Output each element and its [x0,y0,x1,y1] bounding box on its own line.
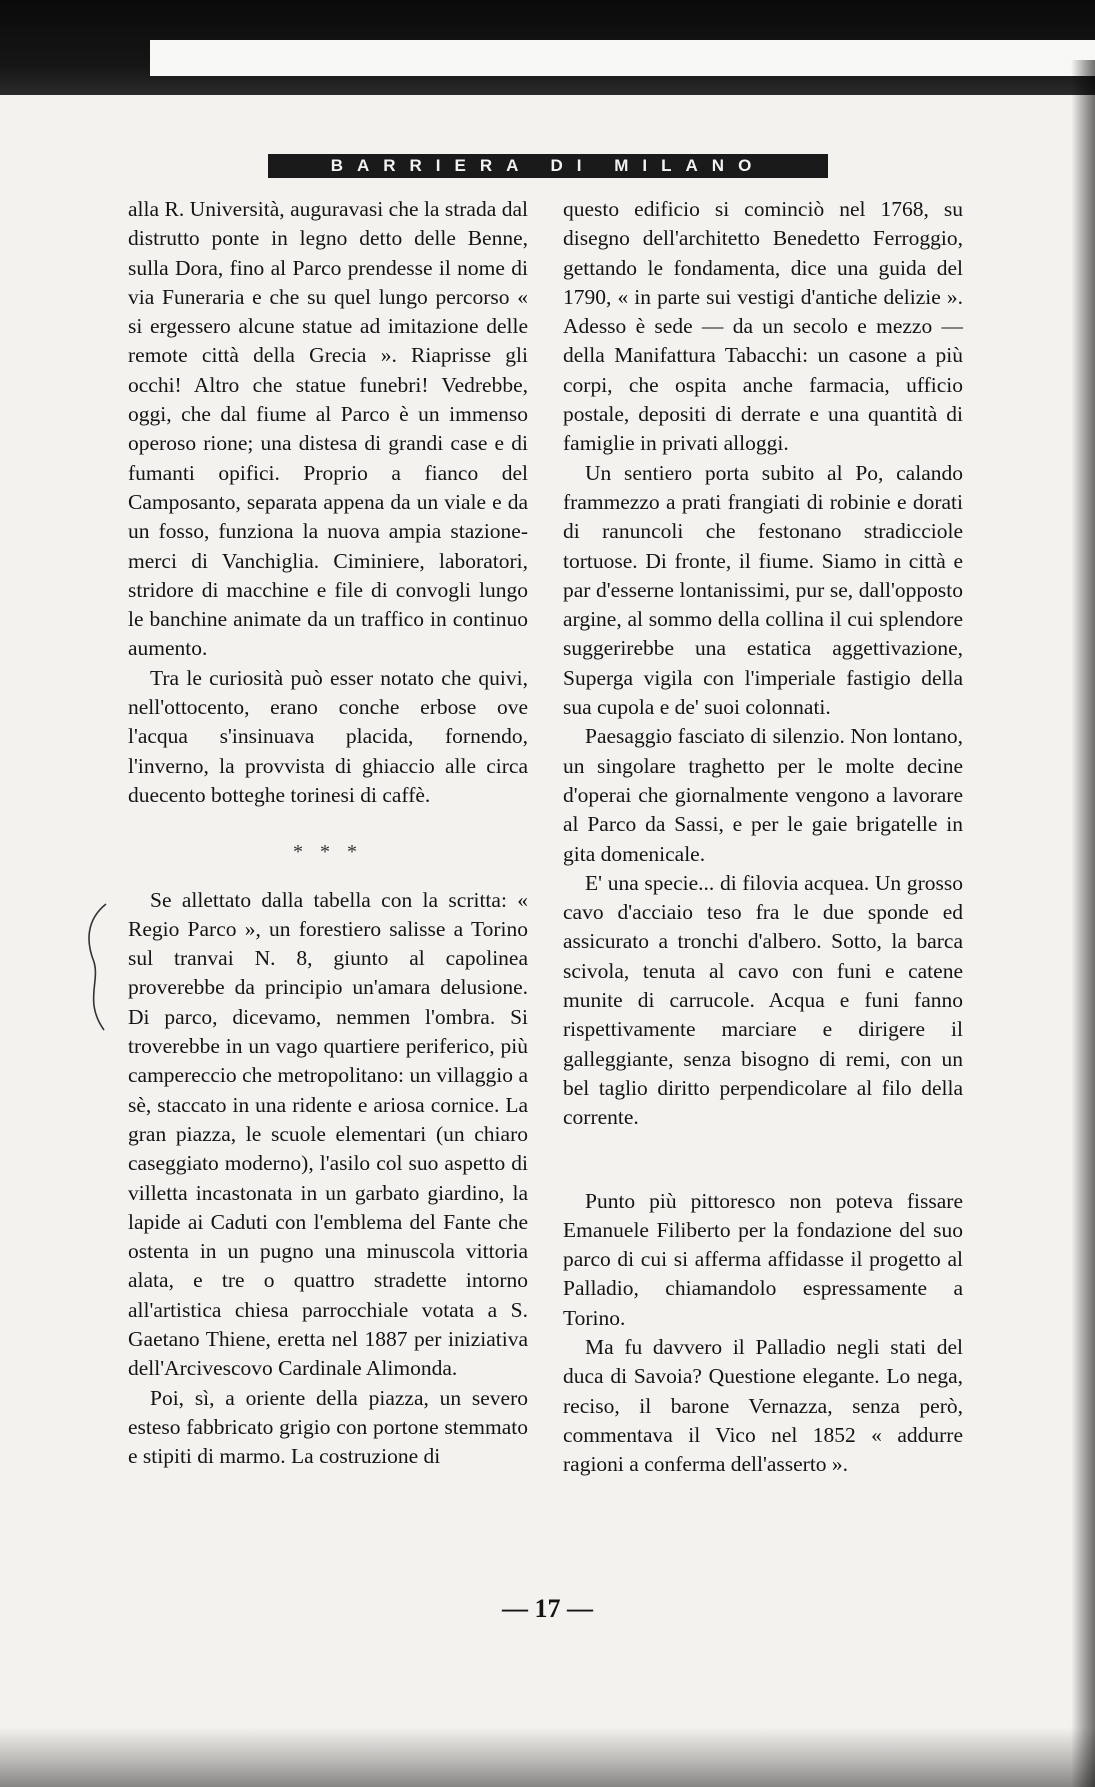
left-column [128,195,528,1471]
scan-bottom-shadow [0,1727,1095,1787]
paragraph: questo edificio si cominciò nel 1768, su disegno dell'architetto Benedetto Ferroggio, gettando le fondamenta, dice una guida del 1790, « in parte sui vestigi d'antiche delizie ». Adesso è sede — da un secolo e mezzo — della Manifattura Tabacchi: un casone a più corpi, che ospita anche farmacia, ufficio postale, depositi di derrate e una quantità di famiglie in privati alloggi. [563,197,963,456]
paragraph: E' una specie... di filovia acquea. Un grosso cavo d'acciaio teso fra le due sponde ed assicurato a tronchi d'albero. Sotto, la barca scivola, tenuta al cavo con funi e catene munite di carrucole. Acqua e funi fanno rispettivamente marciare e dirigere il galleggiante, senza bisogno di remi, con un bel taglio diritto perpendicolare al filo della corrente. [563,870,963,1130]
paragraph: Ma fu davvero il Palladio negli stati del duca di Savoia? Questione elegante. Lo nega, reciso, il barone Vernazza, senza però, commentava il Vico nel 1852 « addurre ragioni a conferma dell'asserto ». [563,1334,963,1477]
paragraph: Poi, sì, a oriente della piazza, un severo esteso fabbricato grigio con portone stemmato e stipiti di marmo. La costruzione di [128,1385,528,1469]
scan-top-strip [150,40,1095,76]
spacer [563,1133,963,1187]
paragraph: Punto più pittoresco non poteva fissare Emanuele Filiberto per la fondazione del suo parco di cui si afferma affidasse il progetto al Palladio, chiamandolo espressamente a Torino. [563,1188,963,1330]
paragraph: alla R. Università, auguravasi che la strada dal distrutto ponte in legno detto delle Benne, sulla Dora, fino al Parco prendesse il nome di via Funeraria e che su quel lungo percorso « si ergessero alcune statue ad imitazione delle remote città della Grecia ». Riaprisse gli occhi! Altro che statue funebri! Vedrebbe, oggi, che dal fiume al Parco è un immenso operoso rione; una distesa di grandi case e di fumanti opifici. Proprio a fianco del Camposanto, separata appena da un viale e da un fosso, funziona la nuova ampia stazione-merci di Vanchiglia. Ciminiere, laboratori, stridore di macchine e file di convogli lungo le banchine animate da un traffico in continuo aumento. [128,197,528,661]
paragraph: Se allettato dalla tabella con la scritta: « Regio Parco », un forestiero salisse a Torino sul tranvai N. 8, giunto al capolinea proverebbe da principio un'amara delusione. Di parco, dicevamo, nemmen l'ombra. Si troverebbe in un vago quartiere periferico, più campereccio che metropolitano: un villaggio a sè, staccato in una ridente e ariosa cornice. La gran piazza, le scuole elementari (un chiaro caseggiato moderno), l'asilo col suo aspetto di villetta incastonata in un garbato giardino, la lapide ai Caduti con l'emblema del Fante che ostenta in un pugno una minuscola vittoria alata, e tre o quattro stradette intorno all'artistica chiesa parrocchiale votata a S. Gaetano Thiene, eretta nel 1887 per iniziativa dell'Arcivescovo Cardinale Alimonda. [128,887,528,1381]
margin-bracket-mark [80,902,110,1032]
scan-right-shadow [1071,60,1095,1787]
paragraph: Tra le curiosità può esser notato che quivi, nell'ottocento, erano conche erbose ove l'acqua s'insinuava placida, fornendo, l'inverno, la provvista di ghiaccio alle circa duecento botteghe torinesi di caffè. [128,665,528,807]
page-number: — 17 — [502,1594,593,1623]
paragraph: Paesaggio fasciato di silenzio. Non lontano, un singolare traghetto per le molte decine d'operai che giornalmente vengono a lavorare al Parco da Sassi, e per le gaie brigatelle in gita domenicale. [563,724,963,866]
paragraph: Un sentiero porta subito al Po, calando frammezzo a prati frangiati di robinie e dorati di ranuncoli che festonano stradicciole tortuose. Di fronte, il fiume. Siamo in città e par d'esserne lontanissimi, pur se, dall'opposto argine, al sommo della collina il cui splendore suggerirebbe una estatica aggettivazione, Superga vigila con l'imperiale fastigio della sua cupola e de' suoi colonnati. [563,460,963,720]
page-header: BARRIERA DI MILANO [268,154,828,178]
right-column [563,195,963,1479]
section-divider: * * * [293,841,363,864]
